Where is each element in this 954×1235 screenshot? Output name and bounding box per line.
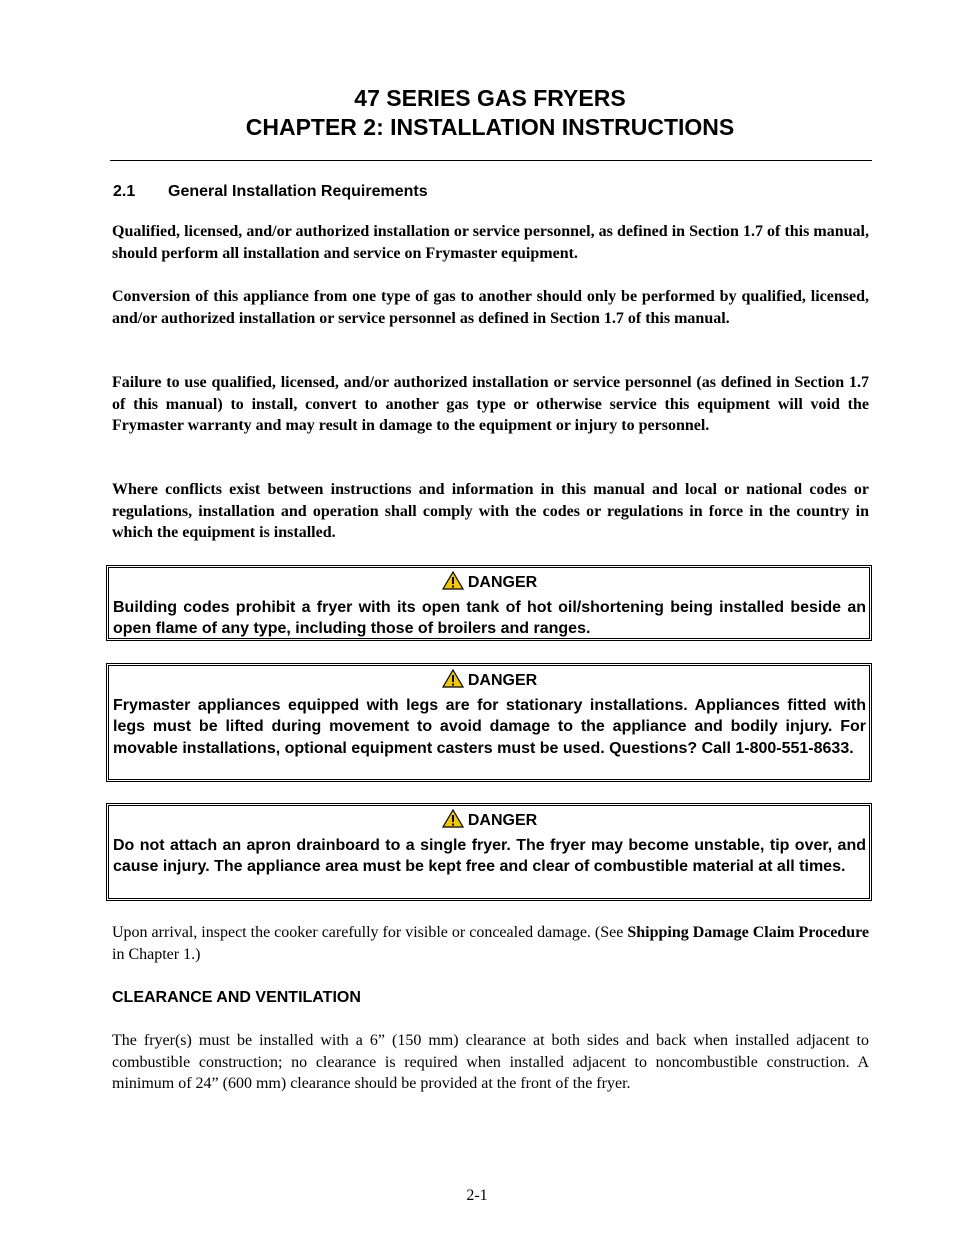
danger-label: DANGER [467,672,538,689]
arrival-text-before: Upon arrival, inspect the cooker carefully for visible or concealed damage. (See [112,924,628,941]
title-divider [110,160,872,161]
warning-triangle-icon [442,809,464,835]
title-line-2: CHAPTER 2: INSTALLATION INSTRUCTIONS [245,114,735,140]
section-number: 2.1 [113,183,136,200]
danger-box-drainboard [106,803,872,901]
warning-triangle-icon [442,571,464,597]
danger-header [113,809,866,835]
paragraph-arrival-inspection [112,922,869,965]
paragraph-clearance: The fryer(s) must be installed with a 6” (150 mm) clearance at both sides and back when installed adjacent to combustible construction; no clearance is required when installed adjacent to noncombustible construction. A minimum of 24” (600 mm) clearance should be provided at the front of the fryer. [112,1032,869,1092]
danger-header [113,571,866,597]
paragraph-gas-conversion: Conversion of this appliance from one type of gas to another should only be performed by qualified, licensed, and/or authorized installation or service personnel as defined in Section 1.7 of this manual. [112,288,869,327]
shipping-damage-reference: Shipping Damage Claim Procedure [627,924,870,941]
danger-box-legs [106,663,872,782]
warning-triangle-icon [442,669,464,695]
paragraph-code-conflicts: Where conflicts exist between instructions and information in this manual and local or national codes or regulations, installation and operation shall comply with the codes or regulations in force in the country in which the equipment is installed. [112,481,869,541]
danger-label: DANGER [467,812,538,829]
danger-box-open-flame [106,565,872,641]
paragraph-warranty-void: Failure to use qualified, licensed, and/or authorized installation or service personnel (as defined in Section 1.7 of this manual) to install, convert to another gas type or otherwise service this equipment will void the Frymaster warranty and may result in damage to the equipment or injury to personnel. [112,374,869,434]
title-line-1: 47 SERIES GAS FRYERS [354,85,626,111]
paragraph-qualified-personnel: Qualified, licensed, and/or authorized installation or service personnel, as defined in Section 1.7 of this manual, should perform all installation and service on Frymaster equipment. [112,223,869,262]
page-title [110,84,870,142]
clearance-heading: CLEARANCE AND VENTILATION [112,989,361,1006]
danger-text: Frymaster appliances equipped with legs are for stationary installations. Appliances fitted with legs must be lifted during movement to avoid damage to the appliance and bodily injury. For movable installations, optional equipment casters must be used. Questions? Call 1-800-551-8633. [113,696,866,757]
danger-text: Do not attach an apron drainboard to a single fryer. The fryer may become unstable, tip over, and cause injury. The appliance area must be kept free and clear of combustible material at all times. [113,836,866,875]
danger-header [113,669,866,695]
danger-text: Building codes prohibit a fryer with its open tank of hot oil/shortening being installed beside an open flame of any type, including those of broilers and ranges. [113,598,866,637]
section-heading [113,182,428,202]
page-number: 2-1 [466,1187,488,1204]
danger-label: DANGER [467,574,538,591]
section-title: General Installation Requirements [168,183,428,200]
arrival-text-after: in Chapter 1.) [112,945,201,963]
